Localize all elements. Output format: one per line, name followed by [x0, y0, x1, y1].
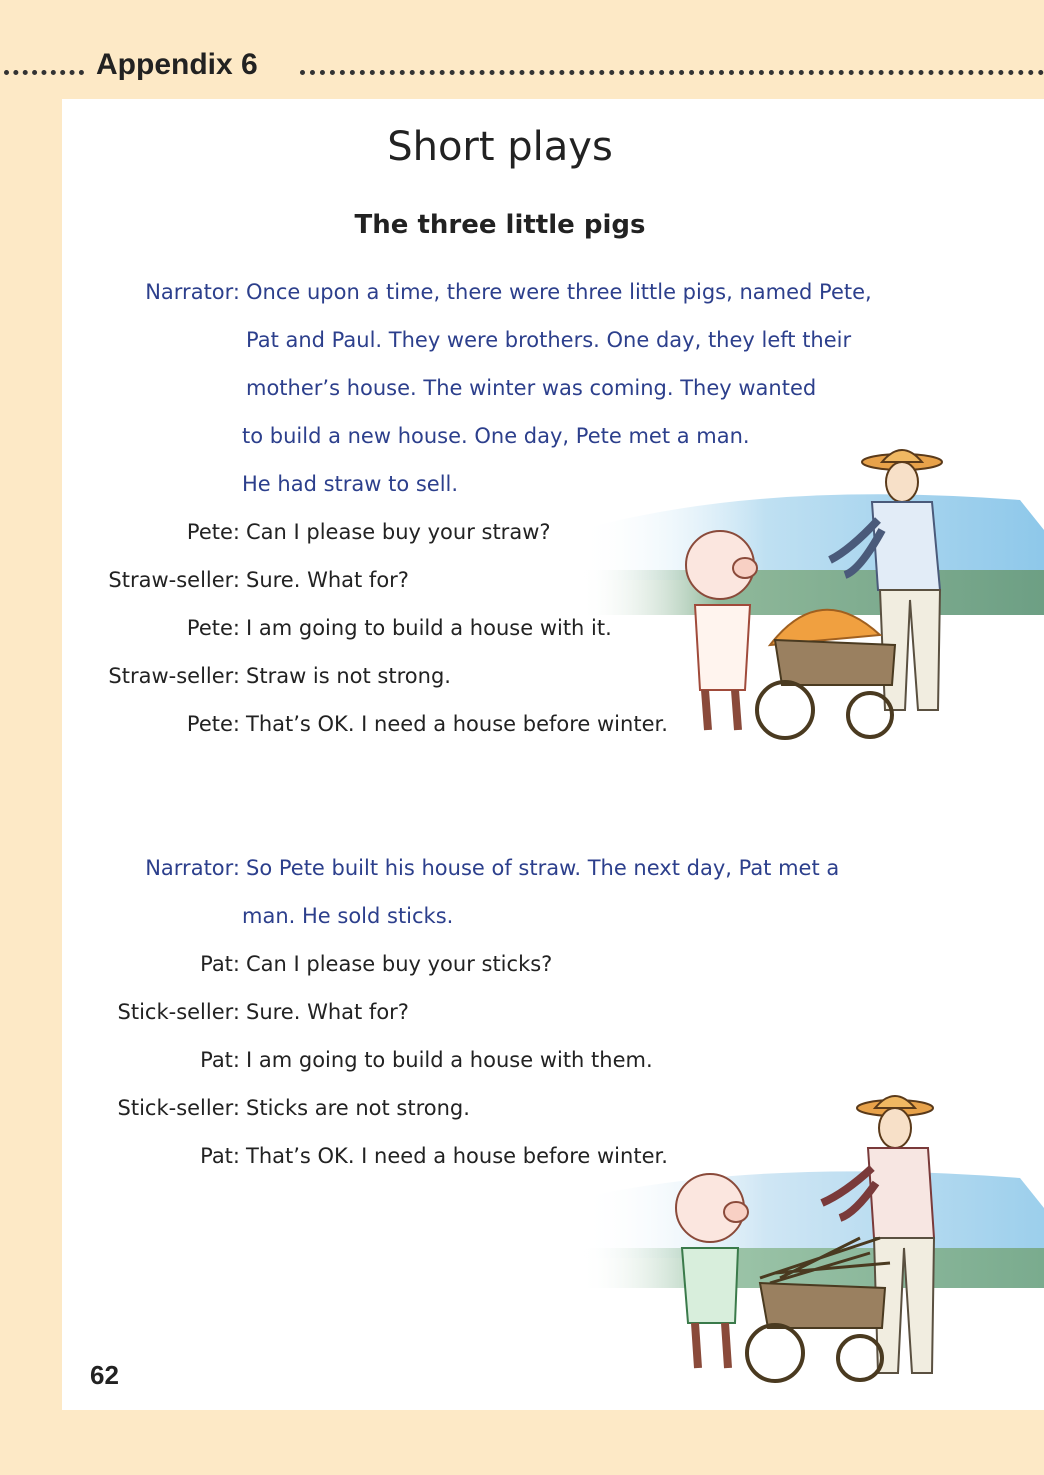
page-title: Short plays [387, 124, 613, 170]
header-dots-left [4, 70, 84, 75]
speaker-straw-seller: Straw-seller: [108, 664, 240, 688]
header-dots-right [300, 70, 1044, 75]
appendix-title: Appendix 6 [96, 48, 258, 81]
speaker-pat: Pat: [200, 1144, 240, 1168]
speaker-pete: Pete: [186, 712, 240, 736]
speaker-narrator: Narrator: [145, 856, 240, 880]
dialogue-text: Sure. What for? [246, 1000, 409, 1024]
speaker-stick-seller: Stick-seller: [117, 1096, 240, 1120]
straw-cart [757, 610, 895, 738]
narrator-text: to build a new house. One day, Pete met a man. [242, 424, 750, 448]
pig-pat [676, 1174, 748, 1368]
story-title: The three little pigs [354, 210, 646, 240]
narrator-text: Pat and Paul. They were brothers. One day, they left their [246, 328, 852, 352]
dialogue-text: Sure. What for? [246, 568, 409, 592]
dialogue-text: Can I please buy your straw? [246, 520, 551, 544]
appendix-header [0, 42, 1044, 98]
pig-with-stick-seller-illustration [560, 1088, 1044, 1398]
speaker-stick-seller: Stick-seller: [117, 1000, 240, 1024]
narrator-text: He had straw to sell. [242, 472, 459, 496]
speaker-pete: Pete: [186, 616, 240, 640]
narrator-text: man. He sold sticks. [242, 904, 454, 928]
dialogue-text: Can I please buy your sticks? [246, 952, 553, 976]
speaker-narrator: Narrator: [145, 280, 240, 304]
narrator-text: Once upon a time, there were three little pigs, named Pete, [246, 280, 872, 304]
narrator-text: So Pete built his house of straw. The next day, Pat met a [246, 856, 840, 880]
dialogue-text: I am going to build a house with them. [246, 1048, 653, 1072]
dialogue-text: That’s OK. I need a house before winter. [246, 712, 668, 736]
speaker-straw-seller: Straw-seller: [108, 568, 240, 592]
page-number: 62 [90, 1360, 119, 1390]
speaker-pat: Pat: [200, 952, 240, 976]
dialogue-text: Sticks are not strong. [246, 1096, 470, 1120]
speaker-pete: Pete: [186, 520, 240, 544]
narrator-text: mother’s house. The winter was coming. They wanted [246, 376, 817, 400]
pig-pete [686, 531, 757, 730]
dialogue-text: I am going to build a house with it. [246, 616, 612, 640]
dialogue-text: That’s OK. I need a house before winter. [246, 1144, 668, 1168]
dialogue-text: Straw is not strong. [246, 664, 451, 688]
speaker-pat: Pat: [200, 1048, 240, 1072]
